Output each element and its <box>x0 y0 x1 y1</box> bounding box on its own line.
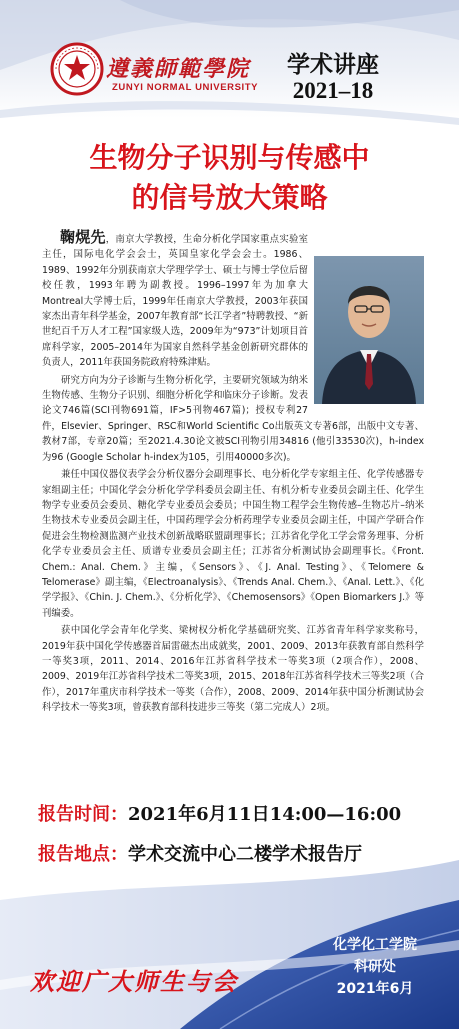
speaker-bio-section <box>42 230 424 716</box>
lecture-title <box>0 138 459 218</box>
school-name-cn: 遵義師範學院 <box>106 56 251 82</box>
organizer-school: 化学化工学院 <box>333 937 417 953</box>
series-number: 2021–18 <box>292 78 374 103</box>
report-time-value: 2021年6月11日14:00—16:00 <box>128 804 402 825</box>
report-time-label: 报告时间： <box>38 804 128 825</box>
report-place-value: 学术交流中心二楼学术报告厅 <box>128 844 362 865</box>
speaker-photo <box>314 256 424 404</box>
lecture-title-line-2: 的信号放大策略 <box>131 181 328 214</box>
organizer-block <box>300 934 450 1000</box>
series-title: 学术讲座 <box>287 52 379 78</box>
welcome-slogan: 欢迎广大师生与会 <box>30 967 238 996</box>
report-time-line <box>38 800 438 826</box>
speaker-awards-paragraph: 获中国化学会青年化学奖、梁树权分析化学基础研究奖、江苏省青年科学家奖称号，2019年获中国化学传感器首届雷磁杰出成就奖，2001、2009、2013年获教育部自然科学一等奖3项，2011、2014、2016年江苏省科学技术一等奖3项（2项合作），2008、2009、2019年江苏省科学技术二等奖3项，2015、2018年江苏省科学技术三等奖2项（合作），2017年重庆市科学技术一等奖（合作），2008、2009、2014年获中国分析测试协会科学技术一等奖3项，曾获教育部科技进步三等奖（第二完成人）2项。 <box>42 625 424 714</box>
lecture-title-line-1: 生物分子识别与传感中 <box>89 141 370 174</box>
organizer-date: 2021年6月 <box>336 981 414 997</box>
speaker-research-paragraph: 研究方向为分子诊断与生物分析化学，主要研究领域为纳米生物传感、生物分子识别、细胞分析化学和临床分子诊断。发表论文746篇(SCI刊物691篇，IF>5刊物467篇)；授权专利27件，Elsevier、Springer、RSC和World Scientific Co出版英文专著6部，出版中文专著、教材7部，专章20篇；至2021.4.30论文被SCI刊物引用34816 (他引33530次)，h-index为96 (Google Scholar h-index为105，引用40000多次)。 <box>42 374 424 463</box>
organizer-office: 科研处 <box>354 959 396 975</box>
speaker-intro-text: ，南京大学教授，生命分析化学国家重点实验室主任，国际电化学会会士，英国皇家化学会会士。1986、1989、1992年分别获南京大学理学学士、硕士与博士学位后留校任教，1993年聘为副教授。1996–1997年为加拿大Montreal大学博士后，1999年任南京大学教授，2003年获国家杰出青年科学基金，2007年教育部“长江学者”特聘教授、“新世纪百千万人才工程”国家级人选，2009年为“973”计划项目首席科学家，2005–2014年为国家自然科学基金创新研究群体的负责人，2011年获国务院政府特殊津贴。 <box>42 234 308 369</box>
report-place-label: 报告地点： <box>38 844 128 865</box>
university-logo <box>50 42 104 96</box>
speaker-name: 鞠熀先 <box>60 228 106 246</box>
speaker-roles-paragraph: 兼任中国仪器仪表学会分析仪器分会副理事长、电分析化学专家组主任、化学传感器专家组副主任；中国化学会分析化学学科委员会副主任、有机分析专业委员会副主任、化学生物学专业委员会委员、糖化学专业委员会委员；中国生物工程学会生物传感–生物芯片–纳米生物技术专业委员会副主任，中国药理学会分析药理学专业委员会副主任，中国产学研合作促进会生物检测监测产业技术创新战略联盟副理事长；江苏省化学化工学会常务理事、分析化学专业委员会主任、质谱专业委员会副主任；江苏省分析测试协会副理事长。《Front. Chem.: Anal. Chem.》主编，《Sensors》、《J. Anal. Testing》、《Telomere & Telomerase》副主编，《Electroanalysis》、《Trends Anal. Chem.》、《Anal. Lett.》、《化学学报》、《Chin. J. Chem.》、《分析化学》、《Chemosensors》《Open Biomarkers J.》等刊编委。 <box>42 469 424 619</box>
school-name-en: ZUNYI NORMAL UNIVERSITY <box>112 82 259 93</box>
